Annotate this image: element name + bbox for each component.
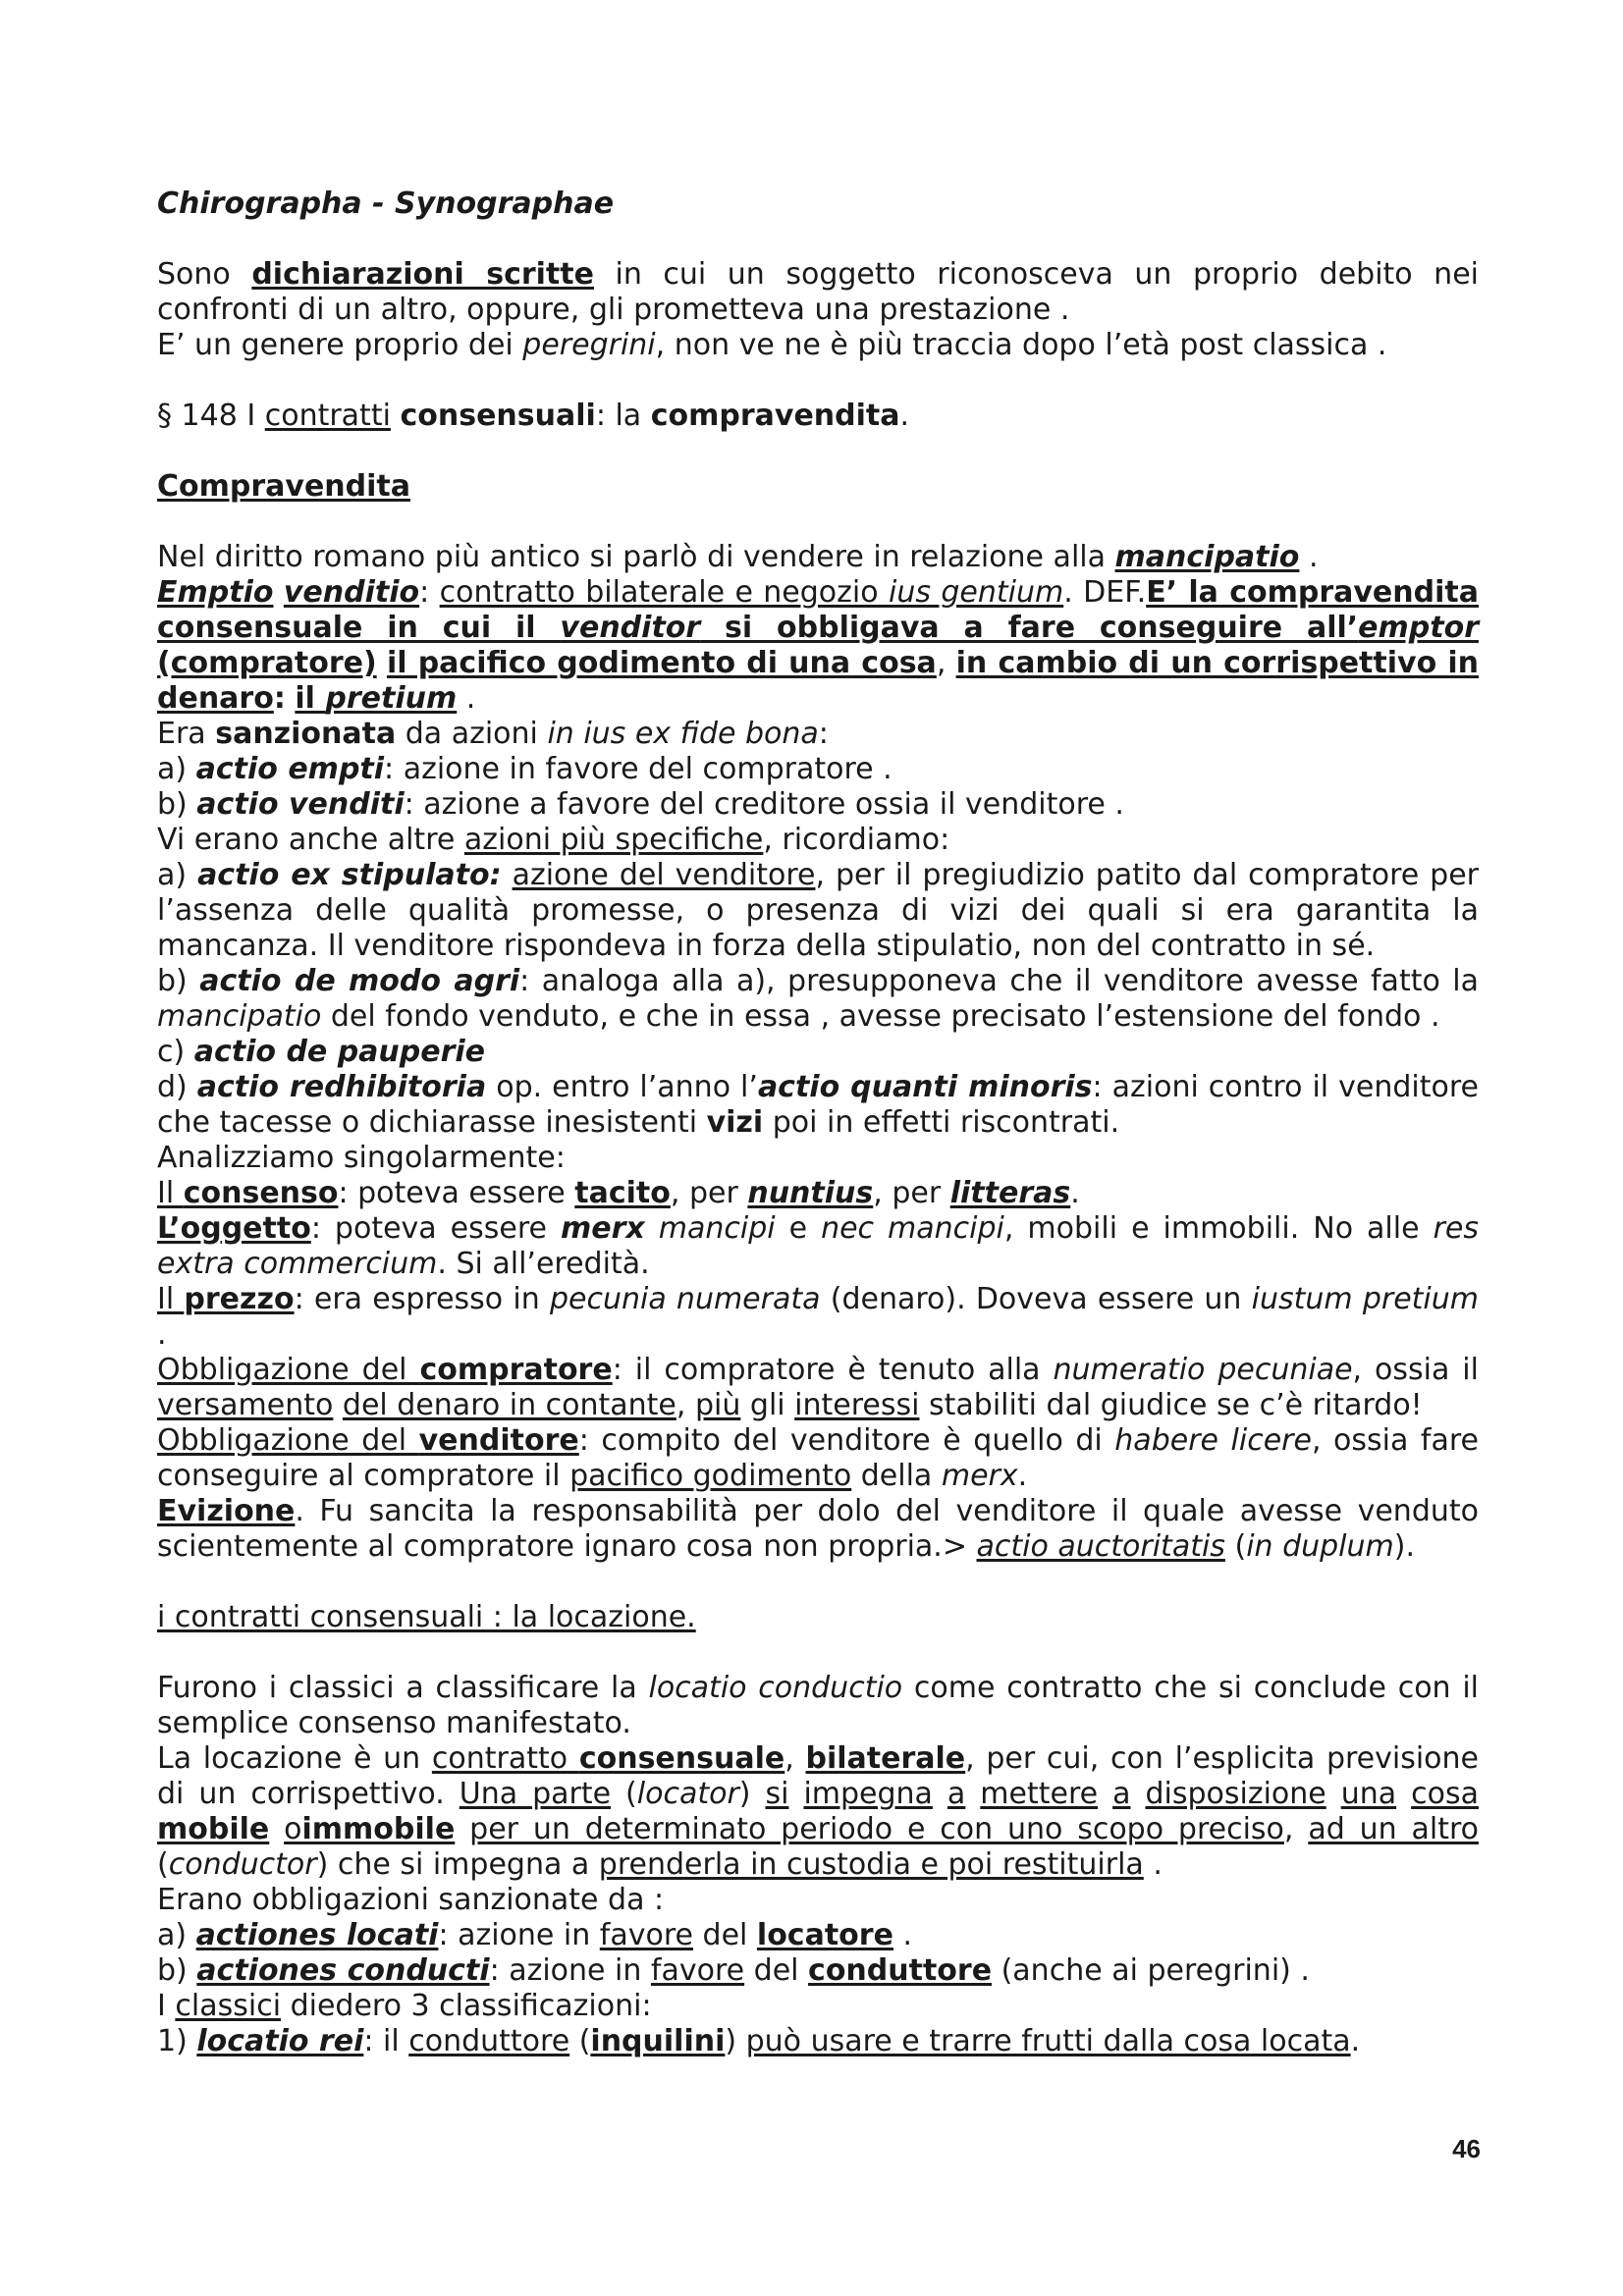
text-run: mancipatio (157, 999, 322, 1034)
text-run: mancipi (658, 1211, 776, 1246)
text-run: nec mancipi (821, 1211, 1004, 1246)
text-run: favore (650, 1953, 745, 1988)
text-run: una (1340, 1777, 1397, 1811)
text-run: prenderla in custodia e poi restituirla (598, 1847, 1144, 1882)
text-run: può usare e trarre frutti dalla cosa locata (745, 2024, 1351, 2058)
text-run: nuntius (747, 1176, 874, 1210)
page-number: 46 (1452, 2134, 1481, 2163)
paragraph: a) actio ex stipulato: azione del venditore, per il pregiudizio patito dal compratore per l’assenza delle qualità promesse, o presenza di vizi dei quali si era garantita la mancanza. Il venditore rispondeva in forza della stipulatio, non del contratto in sé. (157, 858, 1480, 963)
paragraph: a) actio empti: azione in favore del compratore . (157, 752, 893, 786)
paragraph: Analizziamo singolarmente: (157, 1141, 566, 1175)
text-run: azione del venditore (512, 858, 816, 892)
text-run: pretium (325, 681, 458, 716)
paragraph: L’oggetto: poteva essere merx mancipi e nec mancipi, mobili e immobili. No alle res extra commercium. Si all’eredità. (157, 1211, 1479, 1281)
text-run: mettere (980, 1777, 1099, 1811)
paragraph: Erano obbligazioni sanzionate da : (157, 1883, 665, 1917)
text-run: peregrini (522, 328, 656, 362)
text-run: actio de modo agri (199, 964, 520, 998)
text-run: azioni più specifiche (463, 823, 764, 857)
text-run: classici (175, 1989, 282, 2023)
text-run: numeratio pecuniae (1053, 1353, 1353, 1387)
text-run: consensuali (400, 399, 596, 433)
text-run: si obbligava a fare conseguire all’ (700, 611, 1359, 645)
text-run: venditor (560, 611, 701, 645)
text-run: in ius ex fide bona (547, 717, 819, 751)
text-run: Emptio (157, 575, 274, 610)
text-run: Il (157, 1282, 185, 1316)
section-title: Chirographa - Synographae (157, 187, 615, 221)
paragraph: Nel diritto romano più antico si parlò di vendere in relazione alla mancipatio . (157, 540, 1319, 574)
paragraph: Era sanzionata da azioni in ius ex fide bona: (157, 717, 829, 751)
text-run: E’ la compravendita consensuale in cui il (157, 575, 1479, 645)
text-run: merx (941, 1459, 1018, 1493)
paragraph: Il prezzo: era espresso in pecunia numerata (denaro). Doveva essere un iustum pretium . (157, 1282, 1480, 1352)
paragraph: Furono i classici a classificare la locatio conductio come contratto che si conclude con il semplice consenso manifestato. (157, 1671, 1480, 1740)
text-run: versamento (157, 1388, 334, 1422)
text-run: locatio rei (196, 2024, 364, 2058)
text-run: (compratore) (157, 646, 377, 680)
paragraph: La locazione è un contratto consensuale, bilaterale, per cui, con l’esplicita previsione di un corrispettivo. Una parte (locator) si impegna a mettere a disposizione una cosa mobile oimmobile per un determinato periodo e con uno scopo preciso, ad un altro (conductor) che si impegna a prenderla in custodia e poi restituirla . (157, 1741, 1479, 1882)
text-run: bilaterale (805, 1741, 966, 1776)
paragraph: E’ un genere proprio dei peregrini, non ve ne è più traccia dopo l’età post classica . (157, 328, 1387, 362)
text-run: ad un altro (1308, 1812, 1479, 1846)
text-run: favore (599, 1918, 693, 1952)
text-run: i contratti consensuali : la locazione. (157, 1600, 696, 1634)
text-run: del denaro in contante (342, 1388, 676, 1422)
text-run: consenso (183, 1176, 339, 1210)
text-run: tacito (574, 1176, 671, 1210)
text-run: compratore (419, 1353, 613, 1387)
paragraph: I classici diedero 3 classificazioni: (157, 1989, 652, 2023)
text-run: immobile (301, 1812, 456, 1846)
text-run: cosa (1411, 1777, 1479, 1811)
paragraph: Obbligazione del compratore: il compratore è tenuto alla numeratio pecuniae, ossia il versamento del denaro in contante, più gli interessi stabiliti dal giudice se c’è ritardo! (157, 1353, 1479, 1422)
paragraph: Evizione. Fu sancita la responsabilità per dolo del venditore il quale avesse venduto scientemente al compratore ignaro cosa non propria.> actio auctoritatis (in duplum). (157, 1494, 1479, 1564)
locazione-heading (157, 1600, 1479, 1635)
text-run: impegna (803, 1777, 933, 1811)
text-run: pecunia numerata (549, 1282, 821, 1316)
text-run: compravendita (650, 399, 900, 433)
text-run: contratti (264, 399, 391, 433)
text-run: : (273, 681, 286, 716)
paragraph: b) actiones conducti: azione in favore del conduttore (anche ai peregrini) . (157, 1953, 1310, 1988)
text-run: disposizione (1145, 1777, 1326, 1811)
text-run: res extra commercium (157, 1211, 1479, 1281)
text-run: actiones conducti (196, 1953, 490, 1988)
paragraph: b) actio de modo agri: analoga alla a), presupponeva che il venditore avesse fatto la mancipatio del fondo venduto, e che in essa , avesse precisato l’estensione del fondo . (157, 964, 1480, 1034)
intro-block (157, 257, 1479, 363)
text-run: actio de pauperie (193, 1035, 486, 1069)
text-run: a (947, 1777, 966, 1811)
section-reference: § 148 I contratti consensuali: la compravendita. (157, 399, 910, 433)
text-run: emptor (1358, 611, 1479, 645)
text-run: locator (636, 1777, 739, 1811)
text-run: mancipatio (1114, 540, 1300, 574)
text-run: conduttore (408, 2024, 570, 2058)
text-run: prezzo (184, 1282, 295, 1316)
text-run: contratto (431, 1741, 579, 1776)
text-run: actio auctoritatis (976, 1529, 1225, 1564)
text-run: conductor (168, 1847, 317, 1882)
text-run: actio venditi (196, 787, 405, 822)
text-run: locatio conductio (648, 1671, 903, 1705)
text-run: o (284, 1812, 302, 1846)
text-run: contratto bilaterale e negozio (439, 575, 889, 610)
paragraph: Obbligazione del venditore: compito del venditore è quello di habere licere, ossia fare conseguire al compratore il pacifico godimento della merx. (157, 1423, 1479, 1493)
paragraph: b) actio venditi: azione a favore del creditore ossia il venditore . (157, 787, 1124, 822)
text-run: dichiarazioni scritte (251, 257, 594, 292)
text-run: litteras (949, 1176, 1071, 1210)
text-run: L’oggetto (157, 1211, 311, 1246)
compravendita-body (157, 540, 1479, 1565)
text-run: in cambio di un corrispettivo in denaro (157, 646, 1479, 716)
text-run: si (765, 1777, 789, 1811)
paragraph: Vi erano anche altre azioni più specifiche, ricordiamo: (157, 823, 950, 857)
text-run: Il (157, 1176, 184, 1210)
text-run: Obbligazione del (157, 1353, 420, 1387)
text-run: pacifico godimento (569, 1459, 852, 1493)
text-run: venditio (283, 575, 420, 610)
text-run: più (694, 1388, 741, 1422)
text-run: actio quanti minoris (757, 1070, 1093, 1104)
text-run: Obbligazione del (157, 1423, 419, 1458)
text-run: Una parte (459, 1777, 612, 1811)
locazione-body (157, 1671, 1479, 2059)
text-run: iustum pretium (1251, 1282, 1480, 1316)
text-run: habere licere (1114, 1423, 1312, 1458)
text-run: inquilini (590, 2024, 726, 2058)
text-run: ius gentium (889, 575, 1064, 610)
text-run: per un determinato periodo e con uno scopo preciso (469, 1812, 1284, 1846)
text-run: interessi (794, 1388, 920, 1422)
text-run: locatore (756, 1918, 893, 1952)
text-run: Compravendita (157, 469, 411, 504)
text-run: actio empti (195, 752, 385, 786)
document-page (157, 187, 1479, 2059)
text-run: consensuale (578, 1741, 785, 1776)
paragraph: d) actio redhibitoria op. entro l’anno l’actio quanti minoris: azioni contro il venditore che tacesse o dichiarasse inesistenti vizi poi in effetti riscontrati. (157, 1070, 1479, 1140)
text-run: actiones locati (195, 1918, 439, 1952)
paragraph: 1) locatio rei: il conduttore (inquilini) può usare e trarre frutti dalla cosa locata. (157, 2024, 1361, 2058)
text-run: il pacifico godimento di una cosa (386, 646, 937, 680)
compravendita-heading (157, 469, 1479, 505)
text-run: in duplum (1246, 1529, 1394, 1564)
paragraph: Emptio venditio: contratto bilaterale e negozio ius gentium. DEF.E’ la compravendita consensuale in cui il venditor si obbligava a fare conseguire all’emptor (compratore) il pacifico godimento di una cosa, in cambio di un corrispettivo in denaro: il pretium . (157, 575, 1479, 716)
text-run: actio redhibitoria (196, 1070, 487, 1104)
text-run: il (295, 681, 326, 716)
text-run: venditore (418, 1423, 579, 1458)
paragraph: c) actio de pauperie (157, 1035, 486, 1069)
text-run: actio ex stipulato: (197, 858, 502, 892)
text-run: conduttore (808, 1953, 993, 1988)
text-run: mobile (157, 1812, 270, 1846)
text-run: Evizione (157, 1494, 296, 1528)
text-run: merx (561, 1211, 645, 1246)
text-run: a (1112, 1777, 1131, 1811)
text-run: vizi (706, 1105, 764, 1140)
paragraph: Sono dichiarazioni scritte in cui un soggetto riconosceva un proprio debito nei confronti di un altro, oppure, gli prometteva una prestazione . (157, 257, 1479, 327)
text-run: sanzionata (215, 717, 397, 751)
paragraph: Il consenso: poteva essere tacito, per nuntius, per litteras. (157, 1176, 1080, 1210)
paragraph: a) actiones locati: azione in favore del locatore . (157, 1918, 912, 1952)
